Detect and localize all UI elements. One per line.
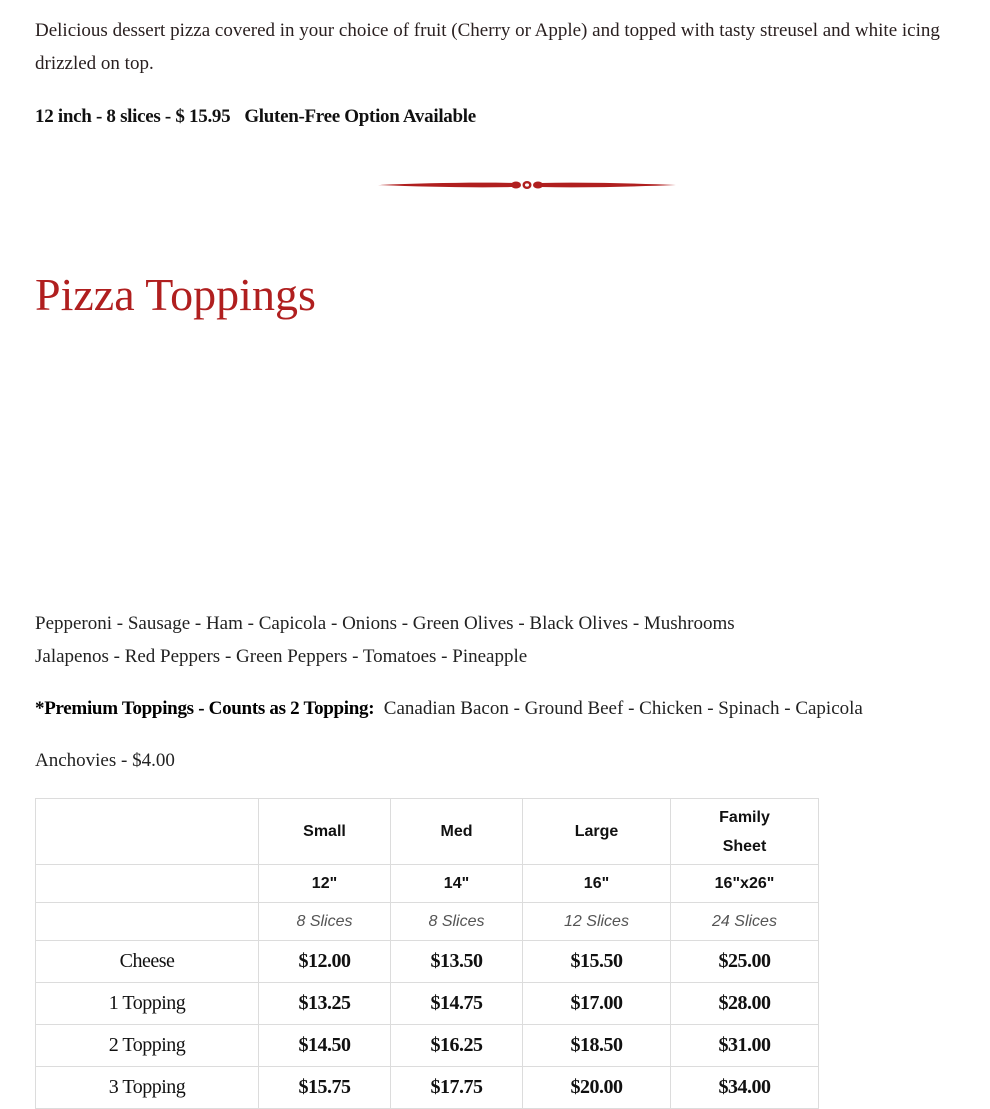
price-cell: $16.25 [391,1025,523,1067]
inches-cell: 12" [259,865,391,903]
price-cell: $18.50 [523,1025,671,1067]
header-cell [36,799,259,865]
row-label: Cheese [36,941,259,983]
inches-cell [36,865,259,903]
toppings-line-2: Jalapenos - Red Peppers - Green Peppers - Tomatoes - Pineapple [35,646,528,667]
inches-row [36,865,819,903]
anchovies-price: Anchovies - $4.00 [35,750,175,771]
size-price-text: 12 inch - 8 slices - $ 15.95 [35,106,231,127]
row-label: 2 Topping [36,1025,259,1067]
dessert-size-price [35,100,476,133]
price-cell: $13.25 [259,983,391,1025]
dessert-description: Delicious dessert pizza covered in your choice of fruit (Cherry or Apple) and topped with tasty streusel and white icing drizzled on top. [35,20,940,74]
price-table [35,798,819,1109]
price-cell: $14.75 [391,983,523,1025]
toppings-line-1: Pepperoni - Sausage - Ham - Capicola - Onions - Green Olives - Black Olives - Mushrooms [35,613,735,634]
size-header-row [36,799,819,865]
ornamental-divider [378,176,676,194]
price-cell: $14.50 [259,1025,391,1067]
price-cell: $17.00 [523,983,671,1025]
table-row [36,941,819,983]
inches-cell: 16"x26" [671,865,819,903]
slices-cell: 12 Slices [523,903,671,941]
header-cell [671,799,819,865]
price-cell: $12.00 [259,941,391,983]
premium-toppings [35,692,980,725]
price-cell: $28.00 [671,983,819,1025]
slices-cell: 24 Slices [671,903,819,941]
price-cell: $20.00 [523,1067,671,1109]
price-cell: $13.50 [391,941,523,983]
family-sheet-header: Family Sheet [719,808,770,855]
table-row [36,1067,819,1109]
slices-row [36,903,819,941]
premium-toppings-label: *Premium Toppings - Counts as 2 Topping: [35,698,375,719]
slices-cell: 8 Slices [259,903,391,941]
slices-cell [36,903,259,941]
price-cell: $34.00 [671,1067,819,1109]
header-cell: Med [391,799,523,865]
price-cell: $15.50 [523,941,671,983]
gluten-free-note: Gluten-Free Option Available [244,106,476,127]
premium-toppings-items: Canadian Bacon - Ground Beef - Chicken - Spinach - Capicola [383,698,863,719]
price-cell: $15.75 [259,1067,391,1109]
inches-cell: 14" [391,865,523,903]
section-title: Pizza Toppings [35,269,316,320]
row-label: 3 Topping [36,1067,259,1109]
table-row [36,983,819,1025]
header-cell: Small [259,799,391,865]
slices-cell: 8 Slices [391,903,523,941]
table-row [36,1025,819,1067]
price-cell: $31.00 [671,1025,819,1067]
toppings-list [35,607,970,673]
header-cell: Large [523,799,671,865]
price-cell: $25.00 [671,941,819,983]
row-label: 1 Topping [36,983,259,1025]
inches-cell: 16" [523,865,671,903]
price-cell: $17.75 [391,1067,523,1109]
